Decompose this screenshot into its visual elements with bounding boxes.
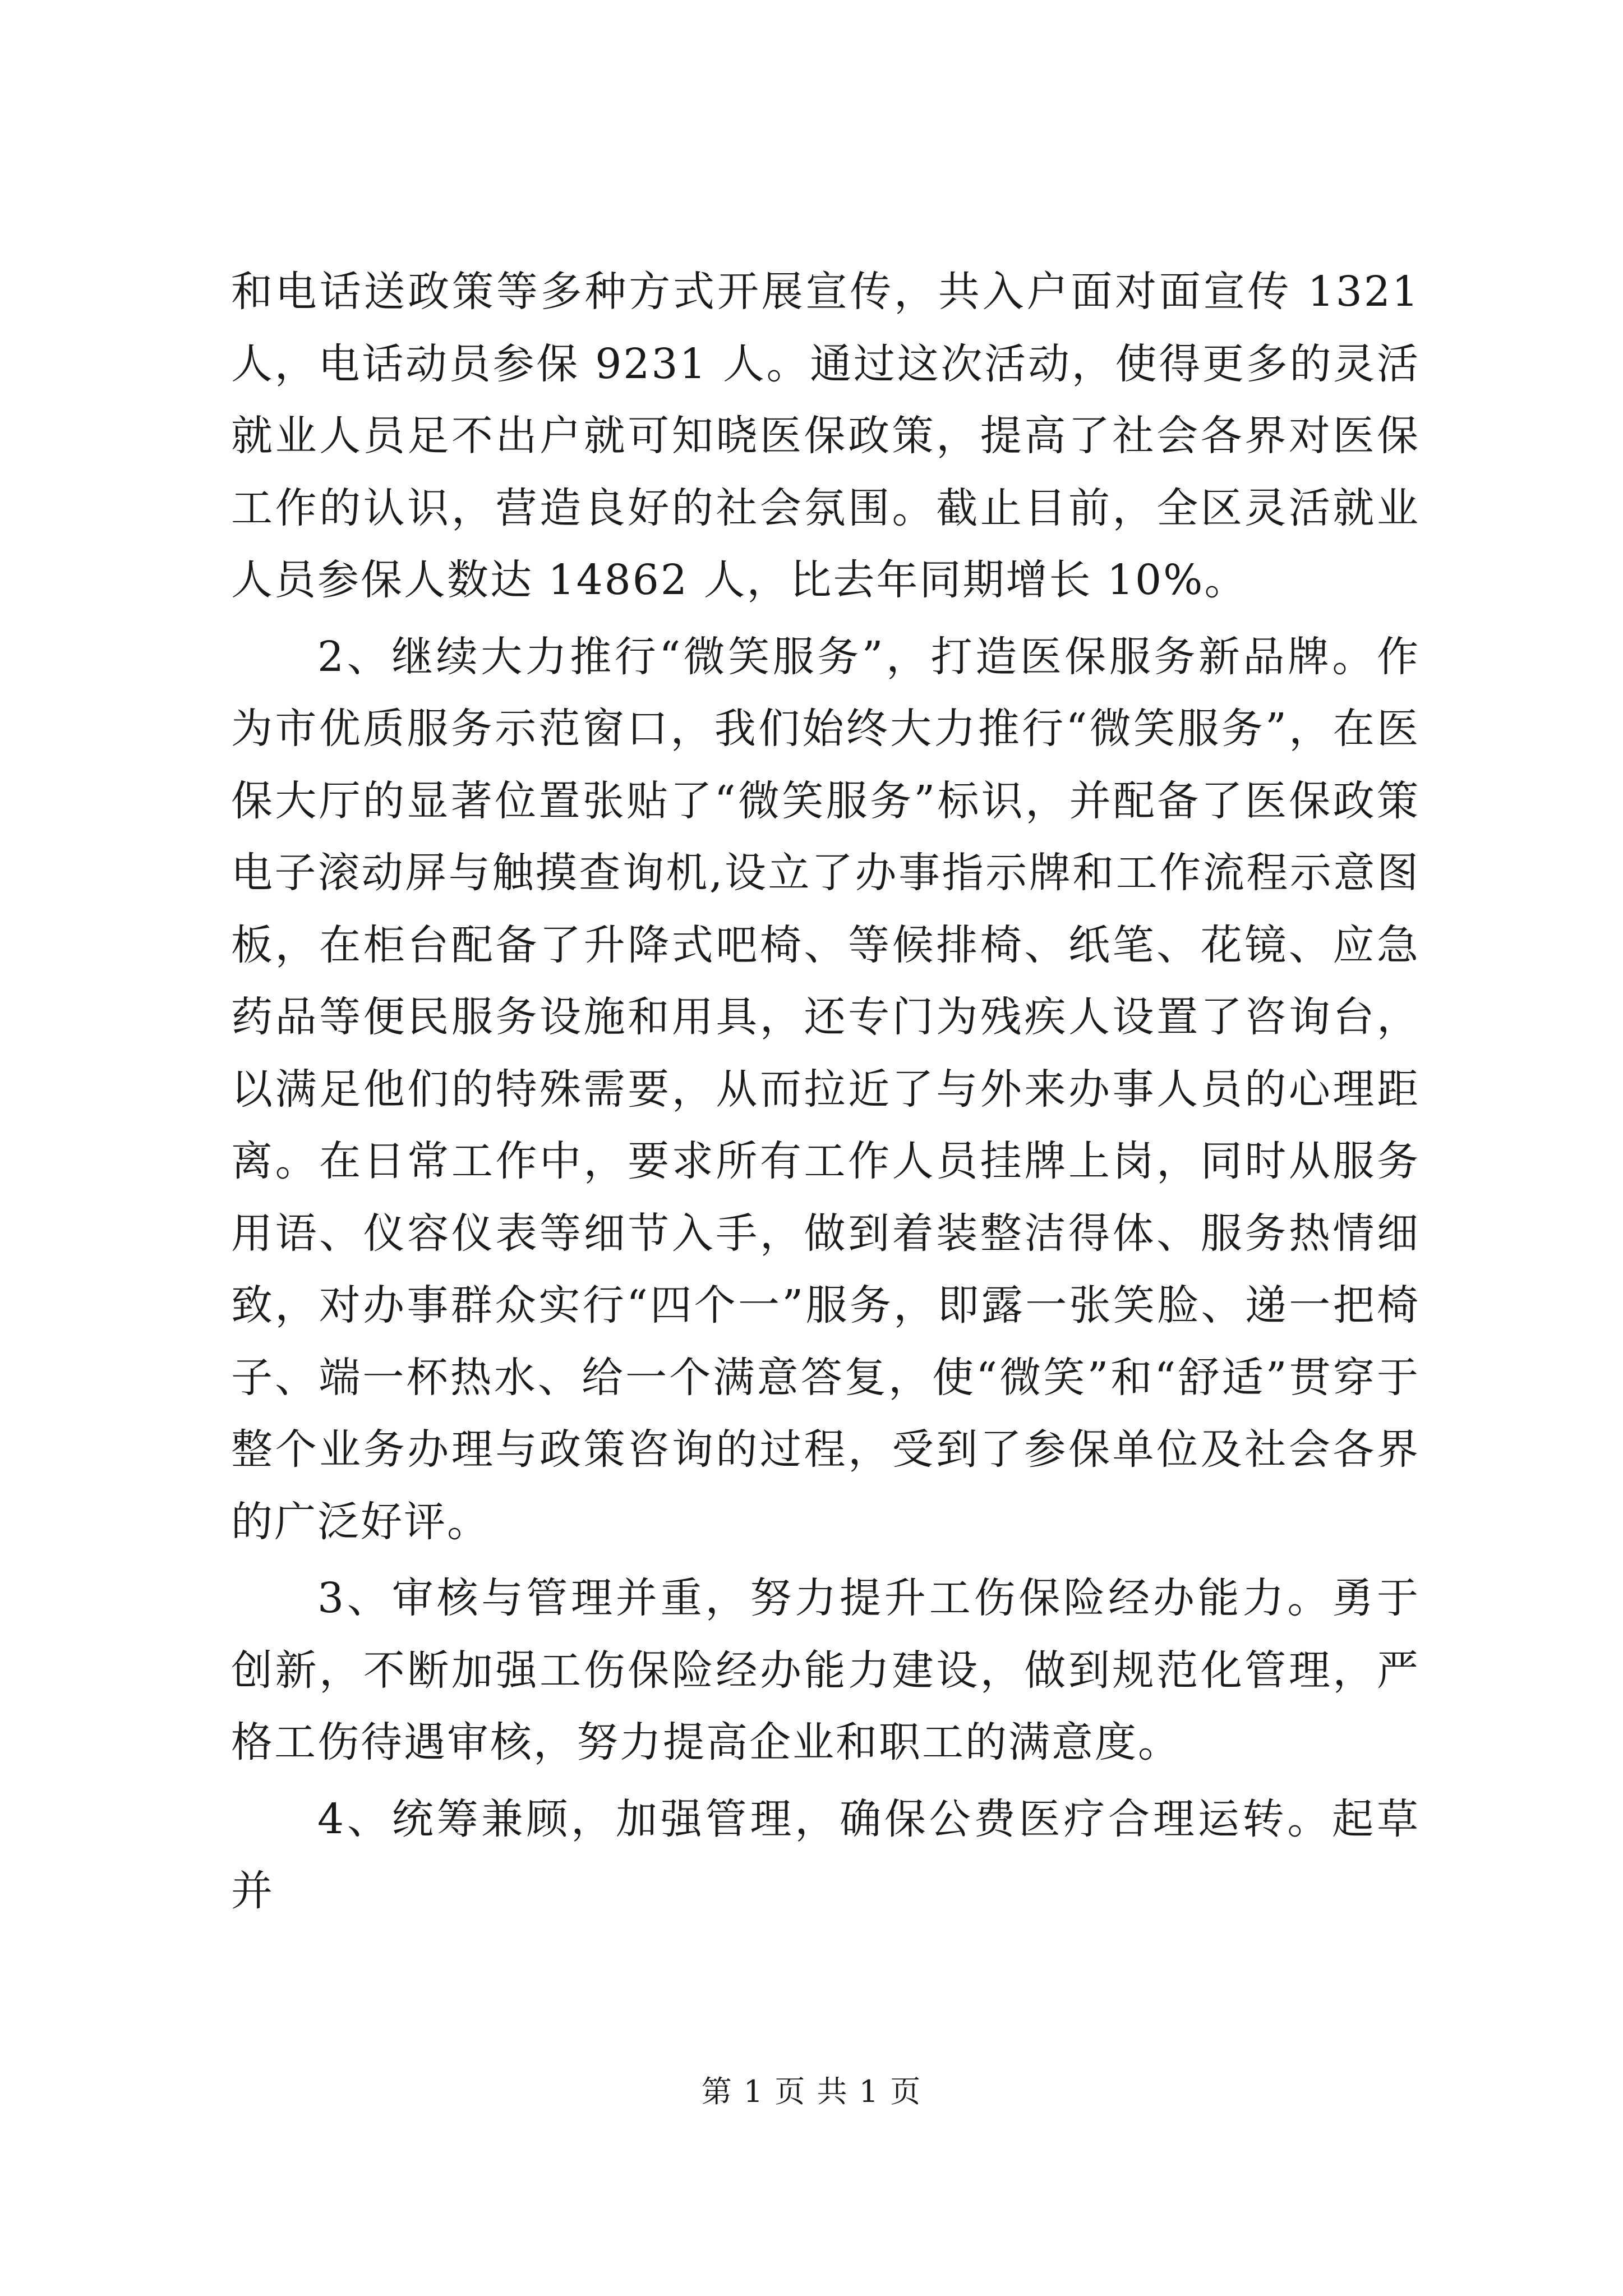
document-body <box>231 256 1420 1927</box>
paragraph-4: 4、统筹兼顾，加强管理，确保公费医疗合理运转。起草并 <box>231 1795 1420 1915</box>
page-footer: 第 1 页 共 1 页 <box>701 2074 922 2109</box>
paragraph-1: 和电话送政策等多种方式开展宣传，共入户面对面宣传 1321 人，电话动员参保 9231 人。通过这次活动，使得更多的灵活就业人员足不出户就可知晓医保政策，提高了社会各界对医保工作的认识，营造良好的社会氛围。截止目前，全区灵活就业人员参保人数达 14862 人，比去年同期增长 10%。 <box>231 268 1420 604</box>
paragraph-2: 2、继续大力推行“微笑服务”，打造医保服务新品牌。作为市优质服务示范窗口，我们始终大力推行“微笑服务”，在医保大厅的显著位置张贴了“微笑服务”标识，并配备了医保政策电子滚动屏与触摸查询机,设立了办事指示牌和工作流程示意图板，在柜台配备了升降式吧椅、等候排椅、纸笔、花镜、应急药品等便民服务设施和用具，还专门为残疾人设置了咨询台，以满足他们的特殊需要，从而拉近了与外来办事人员的心理距离。在日常工作中，要求所有工作人员挂牌上岗，同时从服务用语、仪容仪表等细节入手，做到着装整洁得体、服务热情细致，对办事群众实行“四个一”服务，即露一张笑脸、递一把椅子、端一杯热水、给一个满意答复，使“微笑”和“舒适”贯穿于整个业务办理与政策咨询的过程，受到了参保单位及社会各界的广泛好评。 <box>231 632 1420 1546</box>
paragraph-3: 3、审核与管理并重，努力提升工伤保险经办能力。勇于创新，不断加强工伤保险经办能力建设，做到规范化管理，严格工伤待遇审核，努力提高企业和职工的满意度。 <box>231 1574 1420 1766</box>
